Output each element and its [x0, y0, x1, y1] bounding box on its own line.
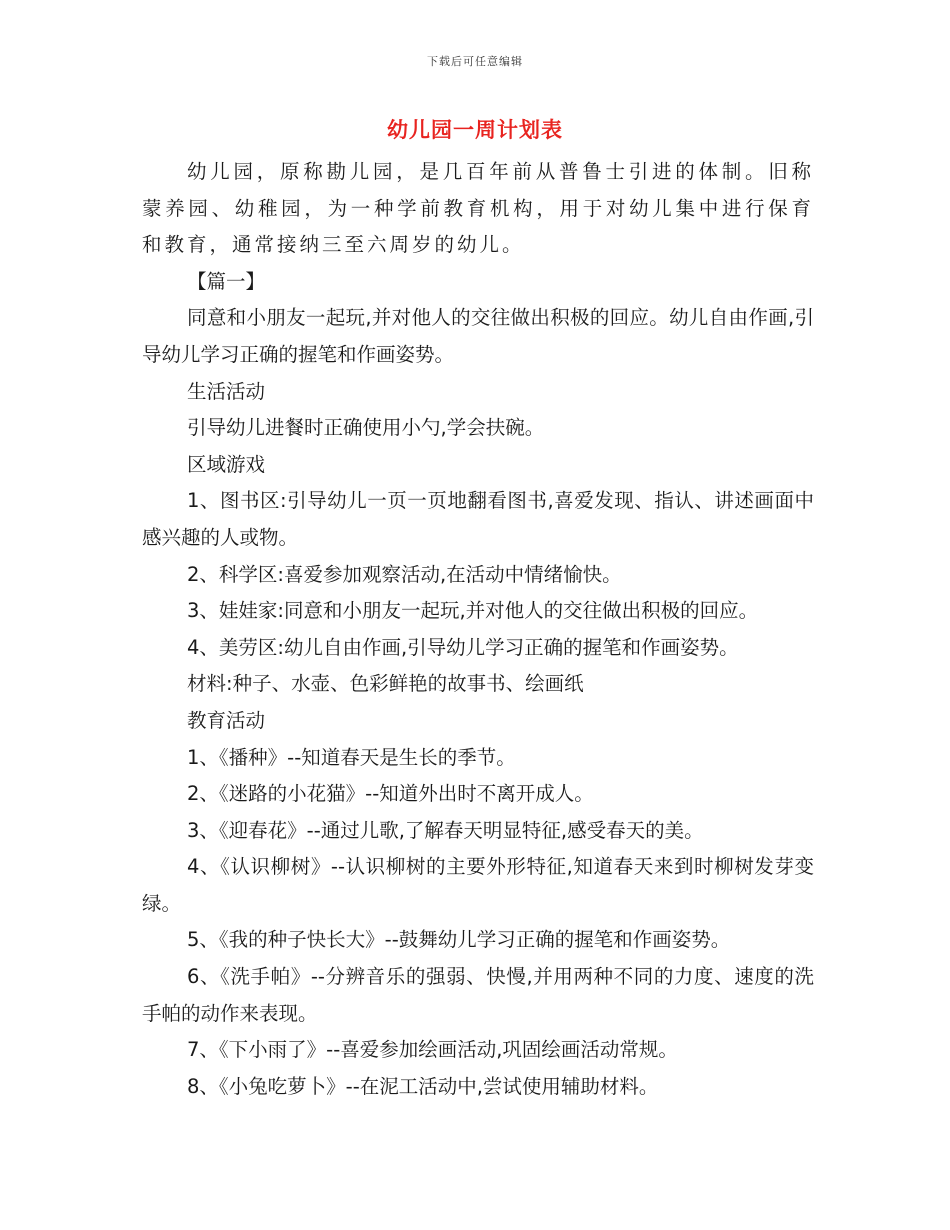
paragraph-1: 同意和小朋友一起玩,并对他人的交往做出积极的回应。幼儿自由作画,引导幼儿学习正确的握笔和作画姿势。	[142, 306, 814, 366]
list-item: 1、图书区:引导幼儿一页一页地翻看图书,喜爱发现、指认、讲述画面中感兴趣的人或物。	[142, 489, 814, 549]
list-item: 5、《我的种子快长大》--鼓舞幼儿学习正确的握笔和作画姿势。	[187, 928, 731, 952]
list-item: 1、《播种》--知道春天是生长的季节。	[187, 745, 516, 769]
intro-paragraph: 幼儿园，原称勘儿园，是几百年前从普鲁士引进的体制。旧称蒙养园、幼稚园，为一种学前教育机构，用于对幼儿集中进行保育和教育，通常接纳三至六周岁的幼儿。	[142, 160, 814, 257]
list-item: 8、《小兔吃萝卜》--在泥工活动中,尝试使用辅助材料。	[187, 1074, 659, 1098]
materials-line: 材料:种子、水壶、色彩鲜艳的故事书、绘画纸	[187, 672, 584, 696]
document-title: 幼儿园一周计划表	[387, 118, 563, 142]
heading-education-activities: 教育活动	[187, 708, 266, 732]
list-item: 6、《洗手帕》--分辨音乐的强弱、快慢,并用两种不同的力度、速度的洗手帕的动作来表现。	[142, 965, 814, 1025]
heading-area-games: 区域游戏	[187, 452, 266, 476]
header-note: 下载后可任意编辑	[427, 55, 523, 68]
list-item: 4、美劳区:幼儿自由作画,引导幼儿学习正确的握笔和作画姿势。	[187, 635, 739, 659]
list-item: 2、科学区:喜爱参加观察活动,在活动中情绪愉快。	[187, 562, 622, 586]
section-label: 【篇一】	[187, 269, 266, 293]
list-item: 7、《下小雨了》--喜爱参加绘画活动,巩固绘画活动常规。	[187, 1038, 678, 1062]
list-item: 3、《迎春花》--通过儿歌,了解春天明显特征,感受春天的美。	[187, 818, 704, 842]
list-item: 4、《认识柳树》--认识柳树的主要外形特征,知道春天来到时柳树发芽变绿。	[142, 855, 814, 915]
list-item: 2、《迷路的小花猫》--知道外出时不离开成人。	[187, 782, 594, 806]
document-body	[142, 154, 814, 1105]
paragraph-2: 引导幼儿进餐时正确使用小勺,学会扶碗。	[187, 416, 545, 440]
heading-life-activities: 生活活动	[187, 379, 266, 403]
list-item: 3、娃娃家:同意和小朋友一起玩,并对他人的交往做出积极的回应。	[187, 599, 759, 623]
